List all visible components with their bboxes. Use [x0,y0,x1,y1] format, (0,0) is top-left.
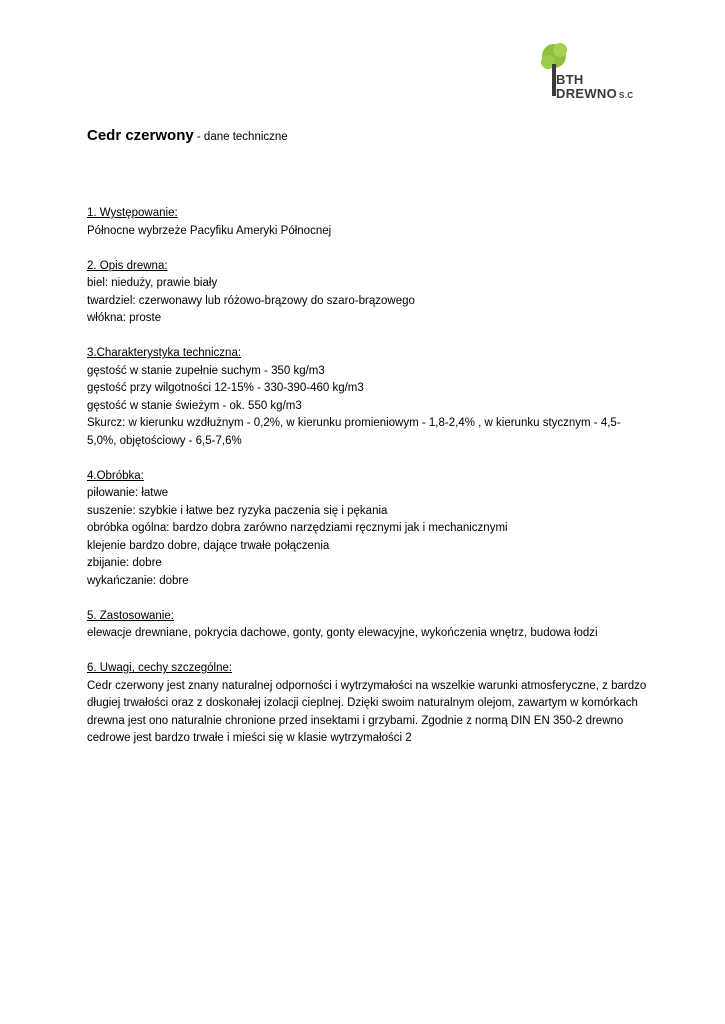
logo-drewno-word: DREWNO [556,86,618,101]
section-applications [87,608,647,643]
section-line: obróbka ogólna: bardzo dobra zarówno narzędziami ręcznymi jak i mechanicznymi [87,522,508,534]
section-technical-characteristics [87,345,647,450]
section-wood-description [87,258,647,328]
section-heading: 6. Uwagi, cechy szczególne: [87,662,233,674]
section-heading: 4.Obróbka: [87,469,144,482]
section-line: zbijanie: dobre [87,557,162,569]
logo-text-bth: BTH [556,72,584,87]
section-heading: 5. Zastosowanie: [87,609,174,622]
section-line: suszenie: szybkie i łatwe bez ryzyka paczenia się i pękania [87,504,388,517]
section-line: twardziel: czerwonawy lub różowo-brązowy do szaro-brązowego [87,294,415,307]
logo-suffix: S.C [619,91,634,100]
document-title [87,126,647,147]
document-content [87,126,647,765]
section-heading: 3.Charakterystyka techniczna: [87,347,242,359]
section-line: gęstość przy wilgotności 12-15% - 330-390-460 kg/m3 [87,382,364,394]
section-line: gęstość w stanie świeżym - ok. 550 kg/m3 [87,399,302,412]
title-main: Cedr czerwony [87,127,194,144]
title-subtitle: - dane techniczne [193,131,288,143]
section-line: piłowanie: łatwe [87,487,169,499]
company-logo [540,40,640,110]
section-paragraph: Skurcz: w kierunku wzdłużnym - 0,2%, w kierunku promieniowym - 1,8-2,4% , w kierunku stycznym - 4,5-5,0%, objętościowy - 6,5-7,6% [87,417,621,447]
section-remarks [87,660,647,748]
section-line: biel: nieduży, prawie biały [87,277,218,289]
section-line: wykańczanie: dobre [87,574,189,587]
logo-text-drewno [556,86,633,101]
section-line: gęstość w stanie zupełnie suchym - 350 kg/m3 [87,364,325,377]
section-paragraph: Cedr czerwony jest znany naturalnej odporności i wytrzymałości na wszelkie warunki atmosferyczne, z bardzo długiej trwałości oraz z doskonałej izolacji cieplnej. Dzięki swoim naturalnym olejom, zawartym w komórkach drewna jest ono naturalnie chronione przed insektami i grzybami. Zgodnie z normą DIN EN 350-2 drewno cedrowe jest bardzo trwałe i mieści się w klasie wytrzymałości 2 [87,679,647,744]
section-heading: 1. Występowanie: [87,207,178,219]
section-line: włókna: proste [87,312,162,324]
section-processing [87,468,647,591]
section-heading: 2. Opis drewna: [87,259,168,272]
section-line: elewacje drewniane, pokrycia dachowe, gonty, gonty elewacyjne, wykończenia wnętrz, budowa łodzi [87,627,598,639]
section-line: Północne wybrzeże Pacyfiku Ameryki Północnej [87,224,332,237]
section-occurrence [87,205,647,240]
section-line: klejenie bardzo dobre, dające trwałe połączenia [87,539,330,552]
